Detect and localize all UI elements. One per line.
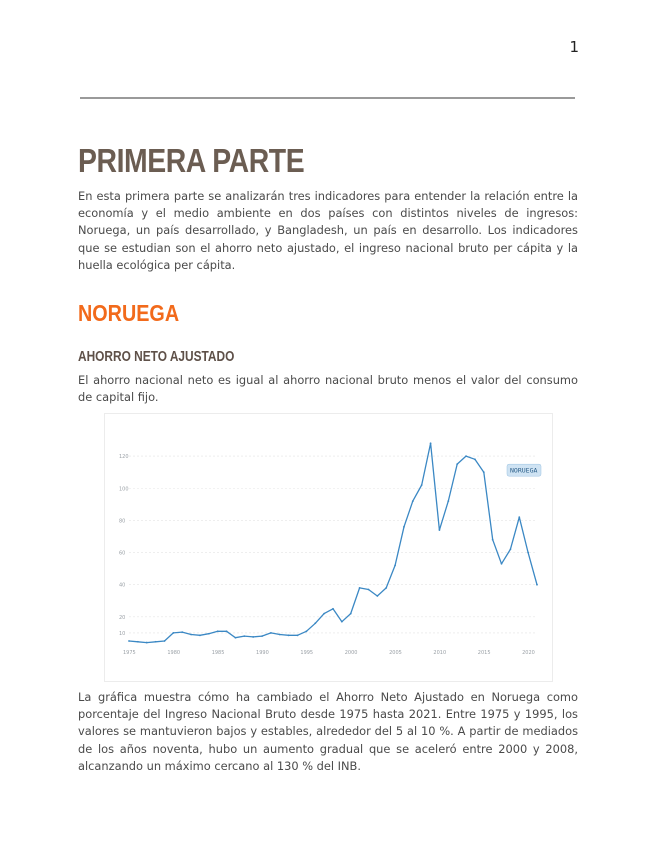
x-tick-label: 1975 [123,650,136,656]
definition-paragraph: El ahorro nacional neto es igual al ahorro nacional bruto menos el valor del consumo de capital fijo. [78,373,578,405]
x-tick-label: 1980 [167,650,181,656]
page-title: PRIMERA PARTE [78,142,305,179]
data-point [412,500,414,502]
y-tick-label: 10 [119,630,126,637]
section-title: NORUEGA [78,300,180,326]
data-point [252,636,254,638]
data-point [492,539,494,541]
header-divider [80,97,575,99]
data-point [217,630,219,632]
data-point [190,634,192,636]
x-tick-label: 1995 [300,650,314,656]
data-point [501,563,503,565]
data-point [164,640,166,642]
page-number: 1 [569,38,579,56]
x-tick-label: 2010 [433,650,447,656]
data-point [172,632,174,634]
data-point [288,634,290,636]
intro-paragraph: En esta primera parte se analizarán tres indicadores para entender la relación entre la economía y el medio ambiente en dos países con distintos niveles de ingresos: Noruega, un país desarrollado, y Bangladesh, un país en desarrollo. Los indicadores que se estudian son el ahorro neto ajustado, el ingreso nacional bruto per cápita y la huella ecológica per cápita. [78,189,578,272]
data-point [297,634,299,636]
x-tick-label: 2015 [477,650,491,656]
x-tick-label: 2005 [389,650,402,656]
data-point [314,622,316,624]
x-tick-label: 2000 [344,650,358,656]
line-chart [104,413,553,682]
data-point [536,584,538,586]
data-point [394,565,396,567]
data-point [483,471,485,473]
data-point [385,587,387,589]
data-point [376,595,378,597]
data-point [137,641,139,643]
data-point [305,630,307,632]
data-point [323,613,325,615]
y-tick-label: 100 [119,486,129,493]
data-point [341,621,343,623]
y-tick-label: 40 [119,582,126,589]
data-point [279,634,281,636]
data-point [261,635,263,637]
subsection-title: AHORRO NETO AJUSTADO [78,349,235,365]
data-point [128,640,130,642]
data-point [199,634,201,636]
data-point [447,500,449,502]
series-line [129,443,537,642]
x-tick-label: 1985 [211,650,225,656]
data-point [243,635,245,637]
y-tick-label: 120 [119,454,129,461]
data-point [518,516,520,518]
data-point [421,484,423,486]
data-point [146,642,148,644]
data-point [439,529,441,531]
data-point [332,608,334,610]
x-tick-label: 1990 [256,650,269,656]
data-point [155,641,157,643]
data-point [350,613,352,615]
data-point [403,526,405,528]
data-point [430,442,432,444]
data-point [465,455,467,457]
data-point [270,632,272,634]
x-tick-label: 2020 [522,650,535,656]
series-tag-label: NORUEGA [510,466,538,475]
data-point [208,633,210,635]
data-point [235,637,237,639]
data-point [509,548,511,550]
data-point [527,552,529,554]
y-tick-label: 80 [119,518,126,525]
chart-svg [105,414,552,681]
data-point [456,463,458,465]
data-point [359,587,361,589]
y-tick-label: 60 [119,550,126,557]
data-point [474,458,476,460]
y-tick-label: 20 [119,614,126,621]
data-point [368,589,370,591]
data-point [181,631,183,633]
data-point [226,630,228,632]
analysis-paragraph: La gráfica muestra cómo ha cambiado el Ahorro Neto Ajustado en Noruega como porcentaje del Ingreso Nacional Bruto desde 1975 hasta 2021. Entre 1975 y 1995, los valores se mantuvieron bajos y estables, alrededor del 5 al 10 %. A partir de mediados de los años noventa, hubo un aumento gradual que se aceleró entre 2000 y 2008, alcanzando un máximo cercano al 130 % del INB. [78,690,578,773]
